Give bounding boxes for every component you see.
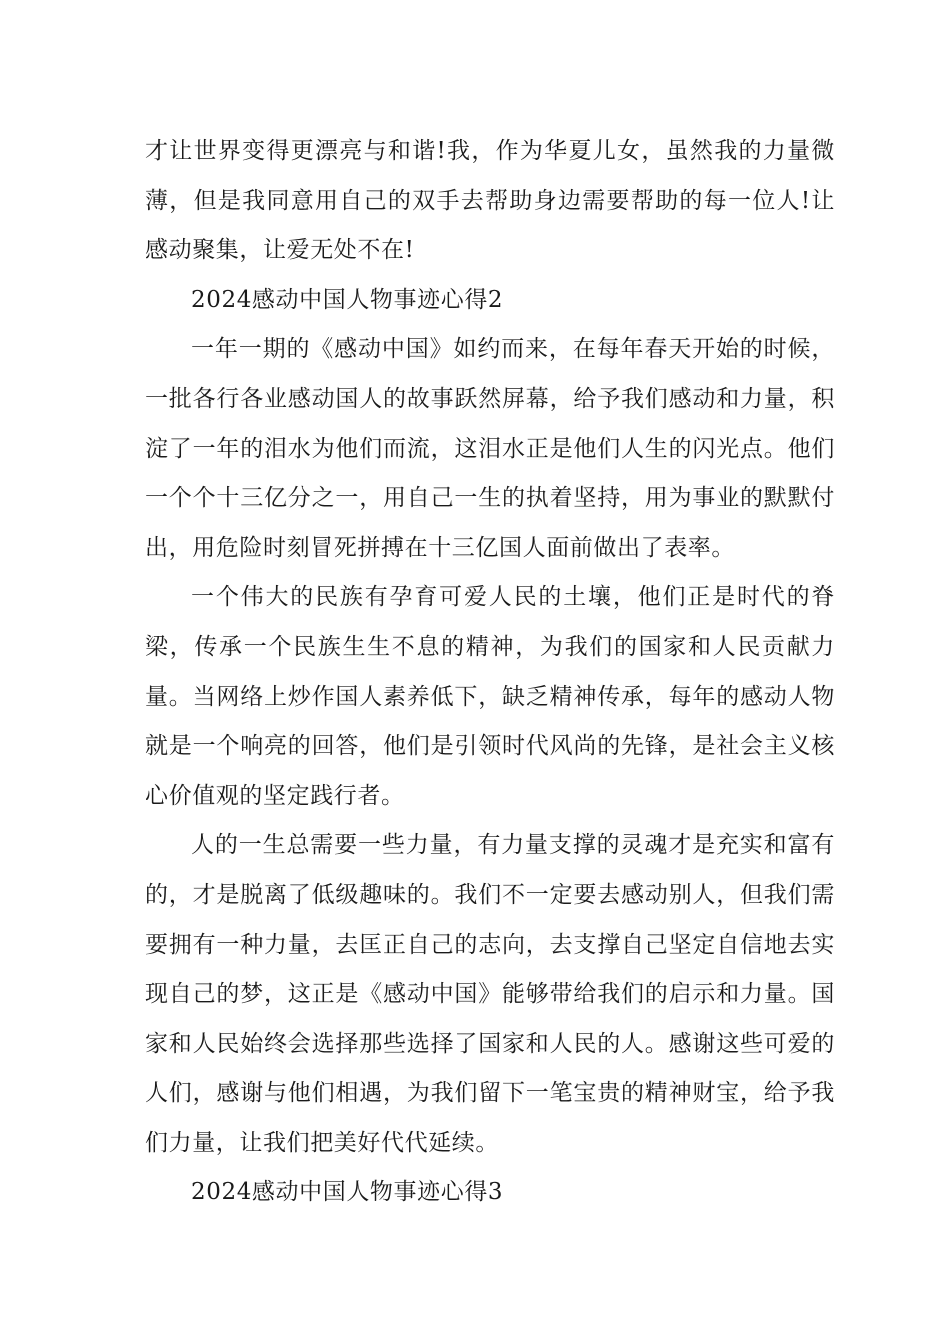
paragraph-1: 一年一期的《感动中国》如约而来，在每年春天开始的时候，一批各行各业感动国人的故事跃然屏幕，给予我们感动和力量，积淀了一年的泪水为他们而流，这泪水正是他们人生的闪光点。他们一个个十三亿分之一，用自己一生的执着坚持，用为事业的默默付出，用危险时刻冒死拼搏在十三亿国人面前做出了表率。	[145, 336, 835, 561]
paragraph-continuation: 才让世界变得更漂亮与和谐!我，作为华夏儿女，虽然我的力量微薄，但是我同意用自己的双手去帮助身边需要帮助的每一位人!让感动聚集，让爱无处不在!	[145, 138, 835, 264]
paragraph-2: 一个伟大的民族有孕育可爱人民的土壤，他们正是时代的脊梁，传承一个民族生生不息的精神，为我们的国家和人民贡献力量。当网络上炒作国人素养低下，缺乏精神传承，每年的感动人物就是一个响亮的回答，他们是引领时代风尚的先锋，是社会主义核心价值观的坚定践行者。	[145, 584, 835, 809]
paragraph-3: 人的一生总需要一些力量，有力量支撑的灵魂才是充实和富有的，才是脱离了低级趣味的。我们不一定要去感动别人，但我们需要拥有一种力量，去匡正自己的志向，去支撑自己坚定自信地去实现自己的梦，这正是《感动中国》能够带给我们的启示和力量。国家和人民始终会选择那些选择了国家和人民的人。感谢这些可爱的人们，感谢与他们相遇，为我们留下一笔宝贵的精神财宝，给予我们力量，让我们把美好代代延续。	[145, 832, 835, 1156]
document-body	[145, 127, 835, 1218]
section-heading-2: 2024感动中国人物事迹心得2	[191, 286, 504, 313]
section-heading-3: 2024感动中国人物事迹心得3	[191, 1179, 504, 1206]
